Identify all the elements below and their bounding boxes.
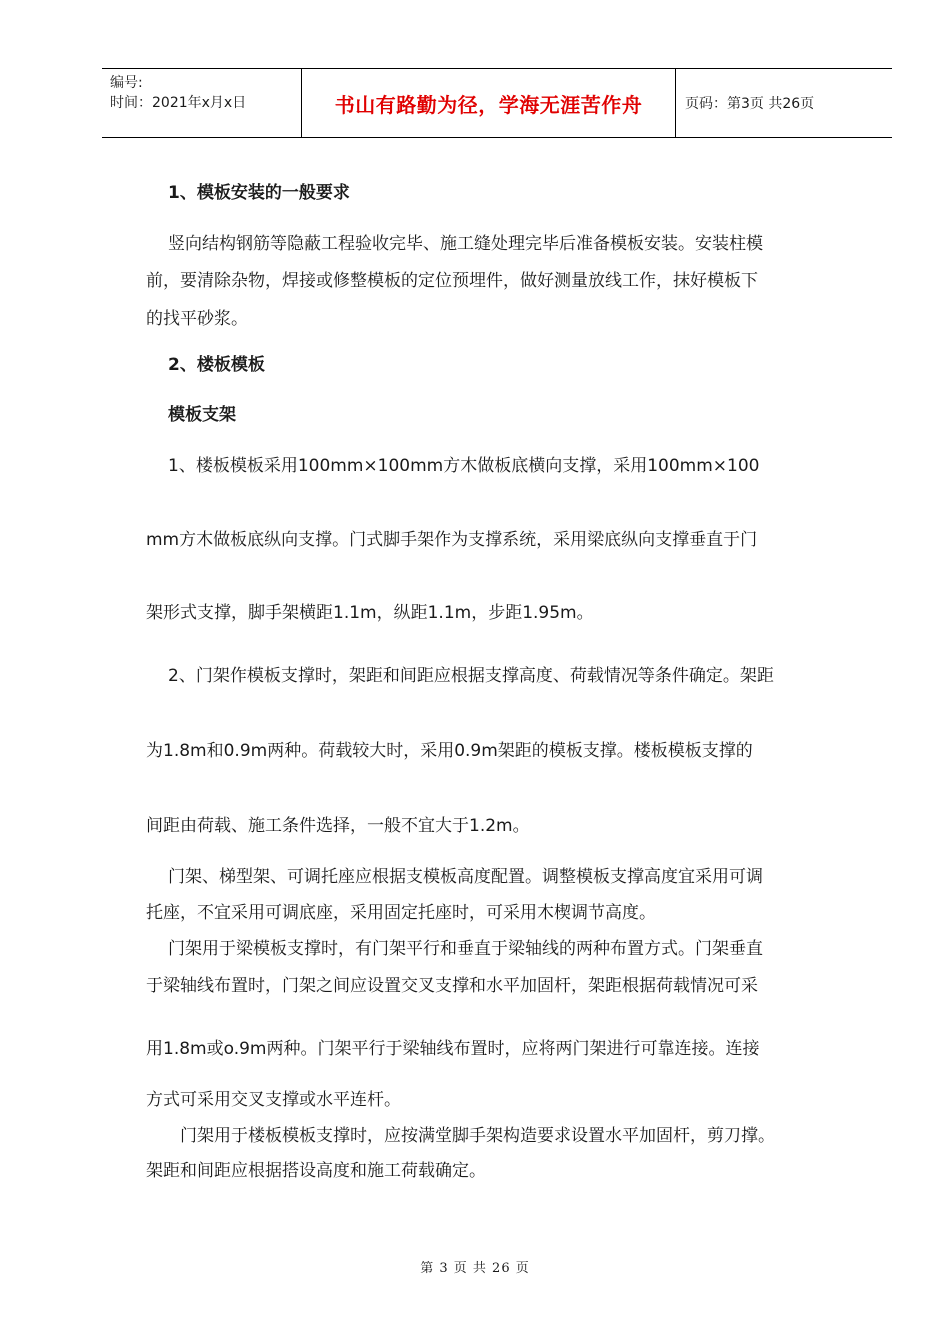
paragraph-line: 的找平砂浆。 <box>146 309 248 329</box>
paragraph-line: 2、门架作模板支撑时，架距和间距应根据支撑高度、荷载情况等条件确定。架距 <box>168 666 774 686</box>
paragraph-line: 前，要清除杂物，焊接或修整模板的定位预埋件，做好测量放线工作，抹好模板下 <box>146 271 758 291</box>
section-heading-1: 1、模板安装的一般要求 <box>168 183 350 203</box>
header-page-info: 页码：第3页 共26页 <box>685 96 815 112</box>
paragraph-line: 间距由荷载、施工条件选择，一般不宜大于1.2m。 <box>146 816 530 836</box>
paragraph-line: 为1.8m和0.9m两种。荷载较大时，采用0.9m架距的模板支撑。楼板模板支撑的 <box>146 741 753 761</box>
paragraph-line: 方式可采用交叉支撑或水平连杆。 <box>146 1090 401 1110</box>
paragraph-line: 托座，不宜采用可调底座，采用固定托座时，可采用木楔调节高度。 <box>146 903 656 923</box>
paragraph-line: 架形式支撑，脚手架横距1.1m，纵距1.1m，步距1.95m。 <box>146 603 594 623</box>
date-label: 时间：2021年x月x日 <box>110 95 247 111</box>
paragraph-line: 门架用于梁模板支撑时，有门架平行和垂直于梁轴线的两种布置方式。门架垂直 <box>168 939 763 959</box>
paragraph-line: 1、楼板模板采用100mm×100mm方木做板底横向支撑，采用100mm×100 <box>168 456 760 476</box>
number-label: 编号: <box>110 75 143 91</box>
header-meta <box>102 69 302 137</box>
section-heading-2: 2、楼板模板 <box>168 355 265 375</box>
paragraph-line: 门架用于楼板模板支撑时，应按满堂脚手架构造要求设置水平加固杆，剪刀撑。 <box>180 1126 775 1146</box>
subsection-heading: 模板支架 <box>168 405 236 425</box>
paragraph-line: 门架、梯型架、可调托座应根据支模板高度配置。调整模板支撑高度宜采用可调 <box>168 867 763 887</box>
header-motto: 书山有路勤为径，学海无涯苦作舟 <box>302 69 676 137</box>
paragraph-line: 架距和间距应根据搭设高度和施工荷载确定。 <box>146 1161 486 1181</box>
document-header <box>102 68 892 138</box>
page-footer: 第 3 页 共 26 页 <box>420 1261 530 1276</box>
paragraph-line: 竖向结构钢筋等隐蔽工程验收完毕、施工缝处理完毕后准备模板安装。安装柱模 <box>168 234 763 254</box>
paragraph-line: 于梁轴线布置时，门架之间应设置交叉支撑和水平加固杆，架距根据荷载情况可采 <box>146 976 758 996</box>
paragraph-line: 用1.8m或o.9m两种。门架平行于梁轴线布置时，应将两门架进行可靠连接。连接 <box>146 1039 760 1059</box>
paragraph-line: mm方木做板底纵向支撑。门式脚手架作为支撑系统，采用梁底纵向支撑垂直于门 <box>146 530 758 550</box>
